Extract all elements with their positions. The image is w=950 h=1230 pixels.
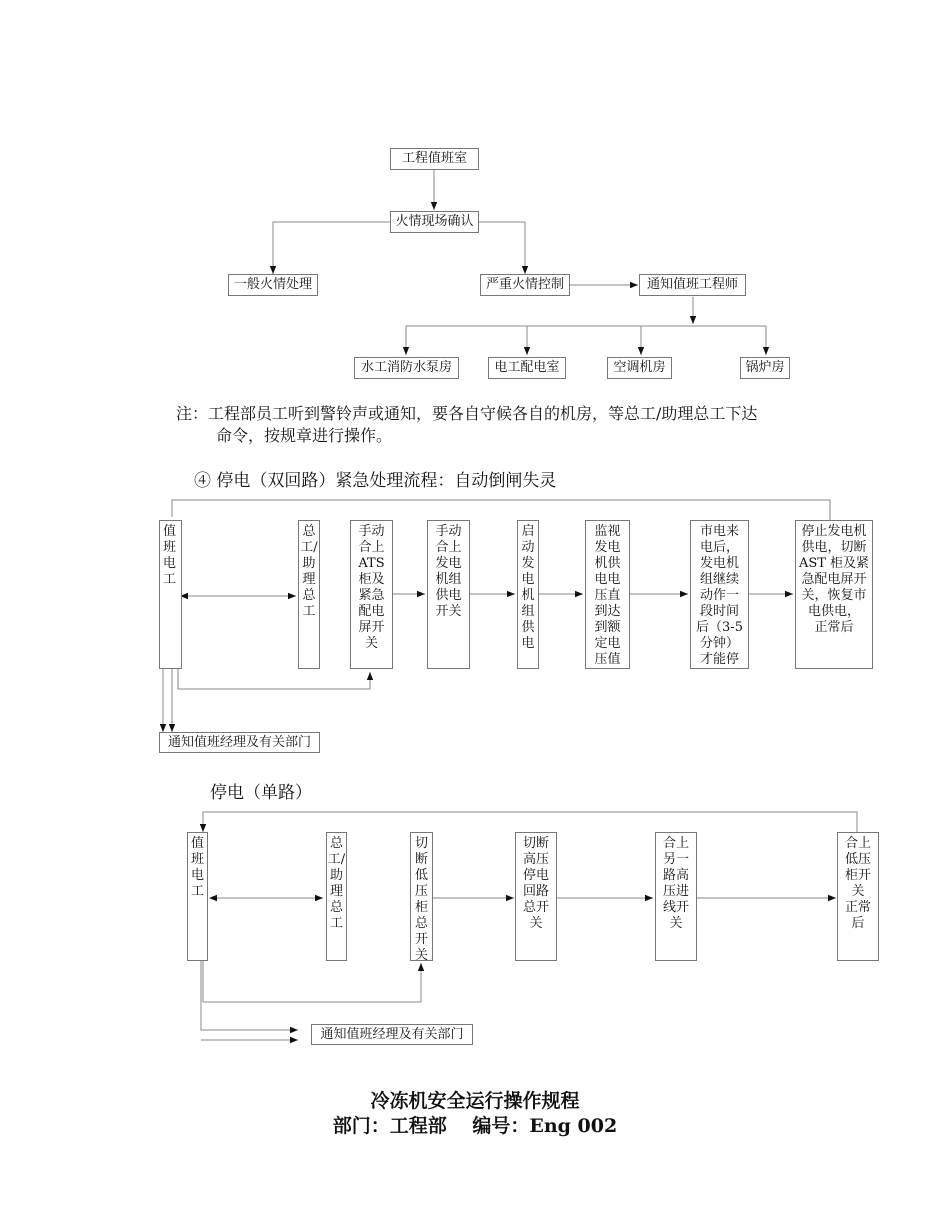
document-dept-code: 部门：工程部 编号：Eng 002 bbox=[332, 1115, 618, 1137]
document-title: 冷冻机安全运行操作规程 bbox=[370, 1090, 580, 1112]
electric-room-node: 电工配电室 bbox=[488, 357, 566, 379]
cut-high-voltage-node: 切断 高压 停电 回路 总开 关 bbox=[515, 832, 557, 961]
monitor-voltage-node: 监视 发电 机供 电电 压直 到达 到额 定电 压值 bbox=[585, 520, 630, 669]
fire-confirm-node: 火情现场确认 bbox=[390, 211, 479, 233]
duty-electrician-single-node: 值 班 电 工 bbox=[187, 832, 208, 961]
notify-manager-single-node: 通知值班经理及有关部门 bbox=[311, 1024, 473, 1045]
note-line-2: 命令，按规章进行操作。 bbox=[216, 426, 393, 445]
single-circuit-heading: 停电（单路） bbox=[210, 783, 312, 803]
notify-manager-dual-node: 通知值班经理及有关部门 bbox=[159, 732, 320, 753]
manual-generator-switch-node: 手动 合上 发电 机组 供电 开关 bbox=[427, 520, 470, 669]
chief-engineer-node: 总 工/ 助 理 总 工 bbox=[298, 520, 320, 669]
duty-electrician-node: 值 班 电 工 bbox=[159, 520, 182, 669]
power-restored-node: 市电来 电后， 发电机 组继续 动作一 段时间 后（3-5 分钟） 才能停 bbox=[690, 520, 749, 669]
close-low-voltage-node: 合上 低压 柜开 关 正常 后 bbox=[837, 832, 879, 961]
serious-fire-node: 严重火情控制 bbox=[480, 274, 570, 296]
chief-engineer-single-node: 总 工/ 助 理 总 工 bbox=[326, 832, 347, 961]
boiler-room-node: 锅炉房 bbox=[740, 357, 790, 379]
dual-circuit-heading: ④ 停电（双回路）紧急处理流程：自动倒闸失灵 bbox=[194, 471, 557, 491]
ac-room-node: 空调机房 bbox=[607, 357, 672, 379]
notify-engineer-node: 通知值班工程师 bbox=[639, 274, 746, 296]
start-generator-node: 启 动 发 电 机 组 供 电 bbox=[517, 520, 539, 669]
cut-low-voltage-node: 切 断 低 压 柜 总 开 关 bbox=[410, 832, 433, 961]
note-line-1: 注：工程部员工听到警铃声或通知，要各自守候各自的机房，等总工/助理总工下达 bbox=[176, 404, 758, 423]
duty-room-node: 工程值班室 bbox=[390, 148, 479, 170]
stop-generator-node: 停止发电机 供电，切断 AST 柜及紧 急配电屏开 关，恢复市 电供电， 正常后 bbox=[795, 520, 873, 669]
close-other-line-node: 合上 另一 路高 压进 线开 关 bbox=[655, 832, 697, 961]
pump-room-node: 水工消防水泵房 bbox=[354, 357, 459, 379]
note-text bbox=[176, 403, 757, 447]
general-fire-node: 一般火情处理 bbox=[228, 274, 318, 296]
manual-ats-node: 手动 合上 ATS 柜及 紧急 配电 屏开 关 bbox=[350, 520, 393, 669]
